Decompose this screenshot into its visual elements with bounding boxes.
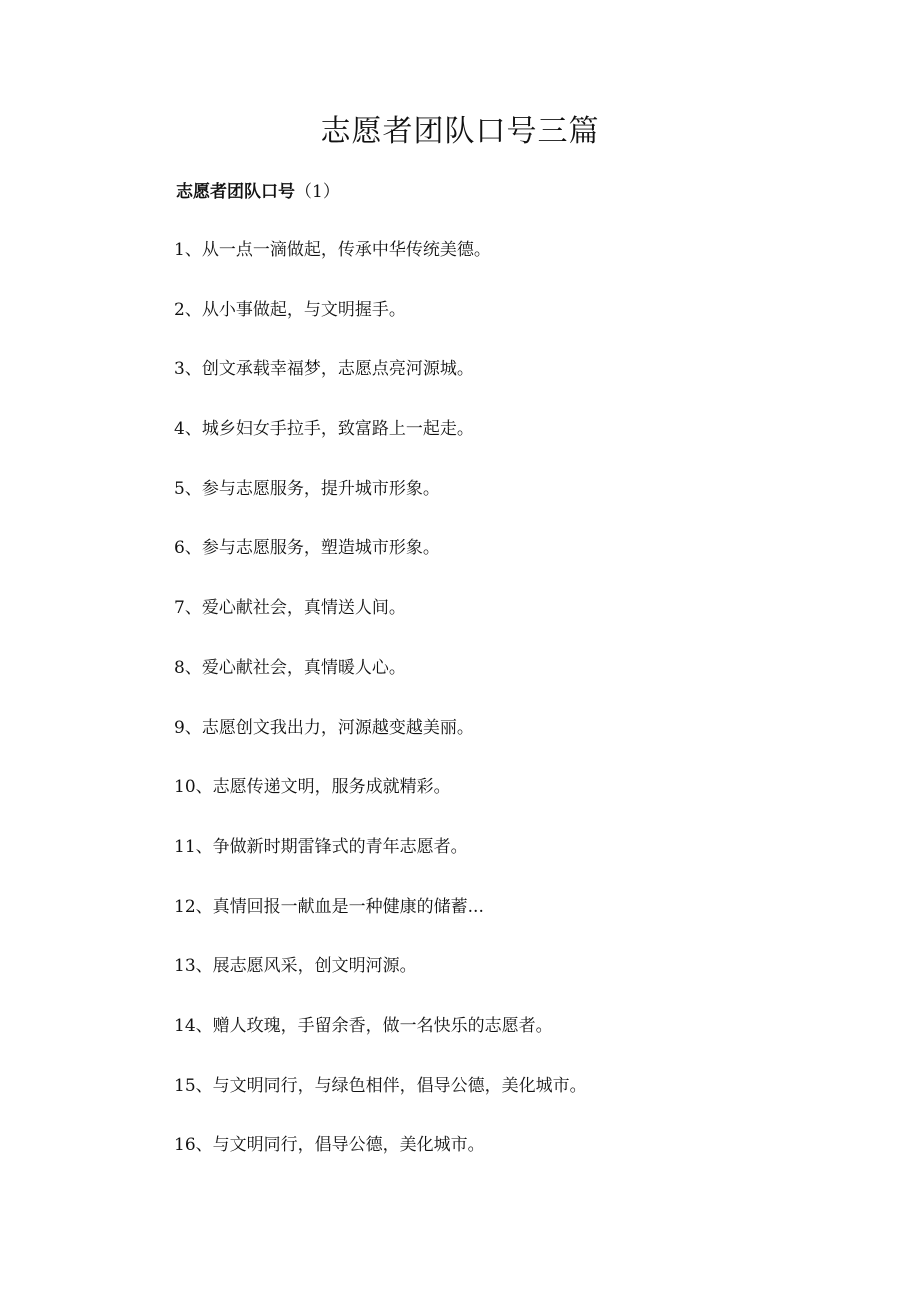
slogan-item: 13、展志愿风采，创文明河源。 [174,956,417,977]
slogan-item: 7、爱心献社会，真情送人间。 [174,598,406,619]
slogan-item: 15、与文明同行，与绿色相伴，倡导公德，美化城市。 [174,1075,587,1096]
section-heading [176,178,340,206]
slogan-item: 4、城乡妇女手拉手，致富路上一起走。 [174,419,474,440]
slogan-item: 12、真情回报一献血是一种健康的储蓄... [174,896,484,917]
slogan-item: 14、赠人玫瑰，手留余香，做一名快乐的志愿者。 [174,1015,553,1036]
document-title: 志愿者团队口号三篇 [320,114,600,149]
slogan-item: 2、从小事做起，与文明握手。 [174,299,406,320]
slogan-item: 16、与文明同行，倡导公德，美化城市。 [174,1135,485,1156]
section-heading-text: 志愿者团队口号 [176,182,295,202]
slogan-item: 3、创文承载幸福梦，志愿点亮河源城。 [174,359,474,380]
slogan-item: 8、爱心献社会，真情暖人心。 [174,657,406,678]
slogan-item: 11、争做新时期雷锋式的青年志愿者。 [174,836,468,857]
slogan-item: 1、从一点一滴做起，传承中华传统美德。 [174,240,491,260]
slogan-item: 6、参与志愿服务，塑造城市形象。 [174,538,440,559]
section-heading-number: （1） [295,182,340,202]
slogan-list [174,236,874,1191]
slogan-item: 5、参与志愿服务，提升城市形象。 [174,478,440,499]
slogan-item: 10、志愿传递文明，服务成就精彩。 [174,777,451,798]
slogan-item: 9、志愿创文我出力，河源越变越美丽。 [174,717,474,738]
